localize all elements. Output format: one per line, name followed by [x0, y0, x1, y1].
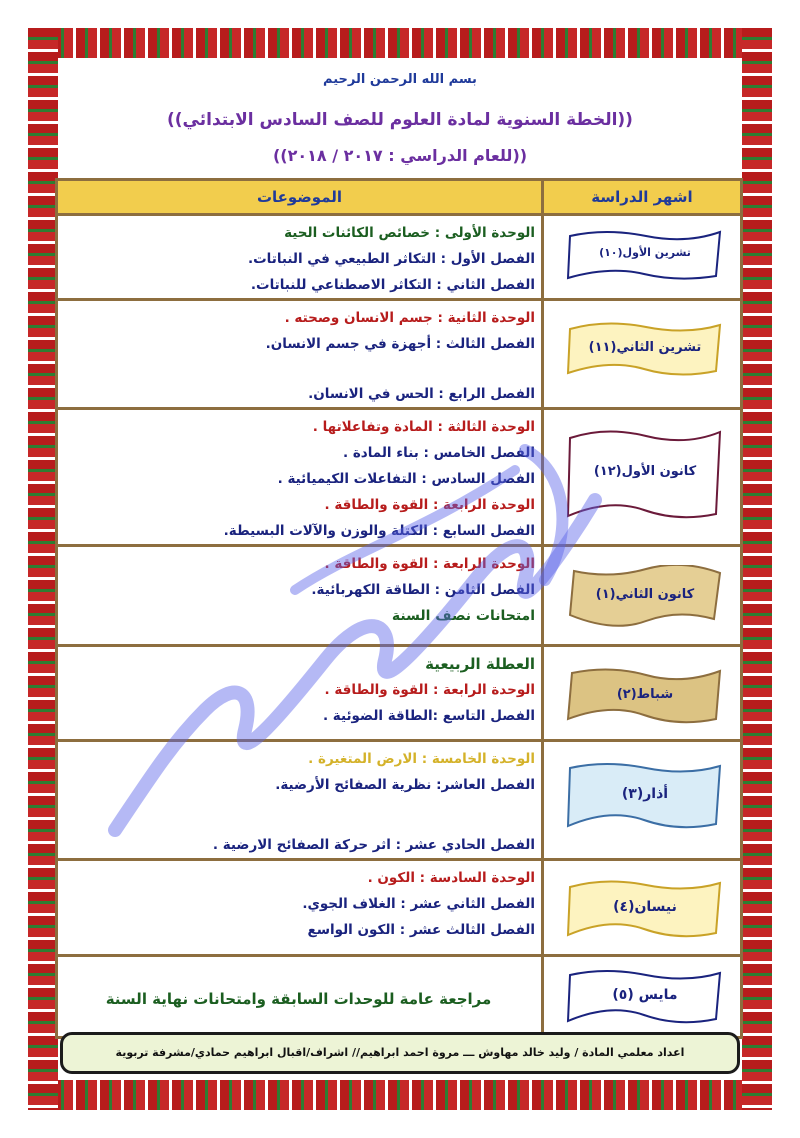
table-row: [57, 215, 742, 300]
topic-line: الوحدة الأولى : خصائص الكائنات الحية: [284, 225, 535, 241]
plan-table: [55, 178, 743, 1039]
topics-header: الموضوعات: [57, 180, 543, 215]
topic-line: مراجعة عامة للوحدات السابقة وامتحانات نهاية السنة: [105, 989, 492, 1008]
topic-line: الفصل الثاني : التكاثر الاصطناعي للنباتات.: [250, 277, 535, 293]
month-ribbon: [566, 228, 724, 282]
topic-line: الوحدة الخامسة : الارض المتغيرة .: [308, 751, 535, 767]
months-header: اشهر الدراسة: [543, 180, 742, 215]
topic-line: الفصل السادس : التفاعلات الكيميائية .: [277, 471, 535, 487]
month-cell: [543, 546, 742, 646]
month-label: تشرين الأول(١٠): [599, 246, 691, 259]
topic-line: امتحانات نصف السنة: [391, 608, 535, 624]
topic-line: الفصل الحادي عشر : اثر حركة الصفائح الارضية .: [212, 837, 535, 853]
table-row: [57, 300, 742, 409]
month-ribbon: [566, 426, 724, 522]
topic-line: الوحدة الرابعة : القوة والطاقة .: [324, 682, 535, 698]
topics-cell: [57, 300, 543, 409]
topic-line: الفصل الثامن : الطاقة الكهربائية.: [311, 582, 535, 598]
topic-line: الفصل العاشر: نظرية الصفائح الأرضية.: [275, 777, 535, 793]
topics-cell: [57, 215, 543, 300]
topic-line: الفصل الثاني عشر : الغلاف الجوي.: [302, 896, 535, 912]
month-cell: [543, 741, 742, 860]
topic-line: الفصل الرابع : الحس في الانسان.: [308, 386, 535, 402]
school-year: ((للعام الدراسي : ٢٠١٧ / ٢٠١٨)): [272, 146, 528, 165]
month-cell: [543, 215, 742, 300]
month-label: كانون الثاني(١): [595, 587, 695, 602]
table-row: [57, 409, 742, 546]
topic-line: الفصل السابع : الكتلة والوزن والآلات البسيطة.: [223, 523, 535, 539]
floral-border-left: [28, 28, 58, 1110]
month-ribbon: [566, 967, 724, 1027]
floral-border-right: [742, 28, 772, 1110]
topics-cell: [57, 956, 543, 1038]
topic-line: الفصل التاسع :الطاقة الضوئية .: [322, 708, 535, 724]
month-label: كانون الأول(١٢): [593, 464, 697, 479]
table-row: [57, 956, 742, 1038]
month-ribbon: [566, 760, 724, 832]
table-row: [57, 646, 742, 741]
table-row: [57, 860, 742, 956]
page-title: ((الخطة السنوية لمادة العلوم للصف السادس الابتدائي)): [167, 110, 633, 130]
table-row: [57, 741, 742, 860]
month-cell: [543, 956, 742, 1038]
month-cell: [543, 300, 742, 409]
month-cell: [543, 646, 742, 741]
topic-line: الفصل الثالث : أجهزة في جسم الانسان.: [265, 336, 535, 352]
month-ribbon: [566, 877, 724, 941]
topic-line: العطلة الربيعية: [425, 655, 535, 673]
month-label: شباط(٢): [616, 687, 674, 702]
month-label: أذار(٣): [621, 786, 669, 802]
month-ribbon: [566, 665, 724, 727]
topic-line: الوحدة الثانية : جسم الانسان وصحته .: [284, 310, 535, 326]
month-label: مايس (٥): [612, 987, 678, 1003]
footer-box: [60, 1032, 740, 1074]
floral-border-top: [28, 28, 772, 58]
topics-cell: [57, 860, 543, 956]
footer-credits: اعداد معلمي المادة / وليد خالد مهاوش ـــ مروة احمد ابراهيم// اشراف/اقبال ابراهيم حمادي/مشرفة تربوية: [115, 1046, 685, 1059]
month-ribbon: [566, 319, 724, 379]
topic-line: الفصل الثالث عشر : الكون الواسع: [307, 922, 535, 938]
basmala: بسم الله الرحمن الرحيم: [323, 72, 477, 87]
topic-line: الوحدة الثالثة : المادة وتفاعلاتها .: [312, 419, 535, 435]
topic-line: الفصل الخامس : بناء المادة .: [343, 445, 535, 461]
topic-line: الوحدة الرابعة : القوة والطاقة .: [324, 497, 535, 513]
topics-cell: [57, 646, 543, 741]
month-cell: [543, 409, 742, 546]
topics-cell: [57, 741, 543, 860]
table-row: [57, 546, 742, 646]
month-label: تشرين الثاني(١١): [588, 340, 702, 355]
topic-line: الوحدة السادسة : الكون .: [367, 870, 535, 886]
month-ribbon: [566, 565, 724, 627]
month-label: نيسان(٤): [613, 899, 677, 915]
topics-cell: [57, 546, 543, 646]
table-header-row: [57, 180, 742, 215]
topic-line: الوحدة الرابعة : القوة والطاقة .: [324, 556, 535, 572]
month-cell: [543, 860, 742, 956]
floral-border-bottom: [28, 1080, 772, 1110]
topics-cell: [57, 409, 543, 546]
topic-line: الفصل الأول : التكاثر الطبيعي في النباتات.: [247, 251, 535, 267]
